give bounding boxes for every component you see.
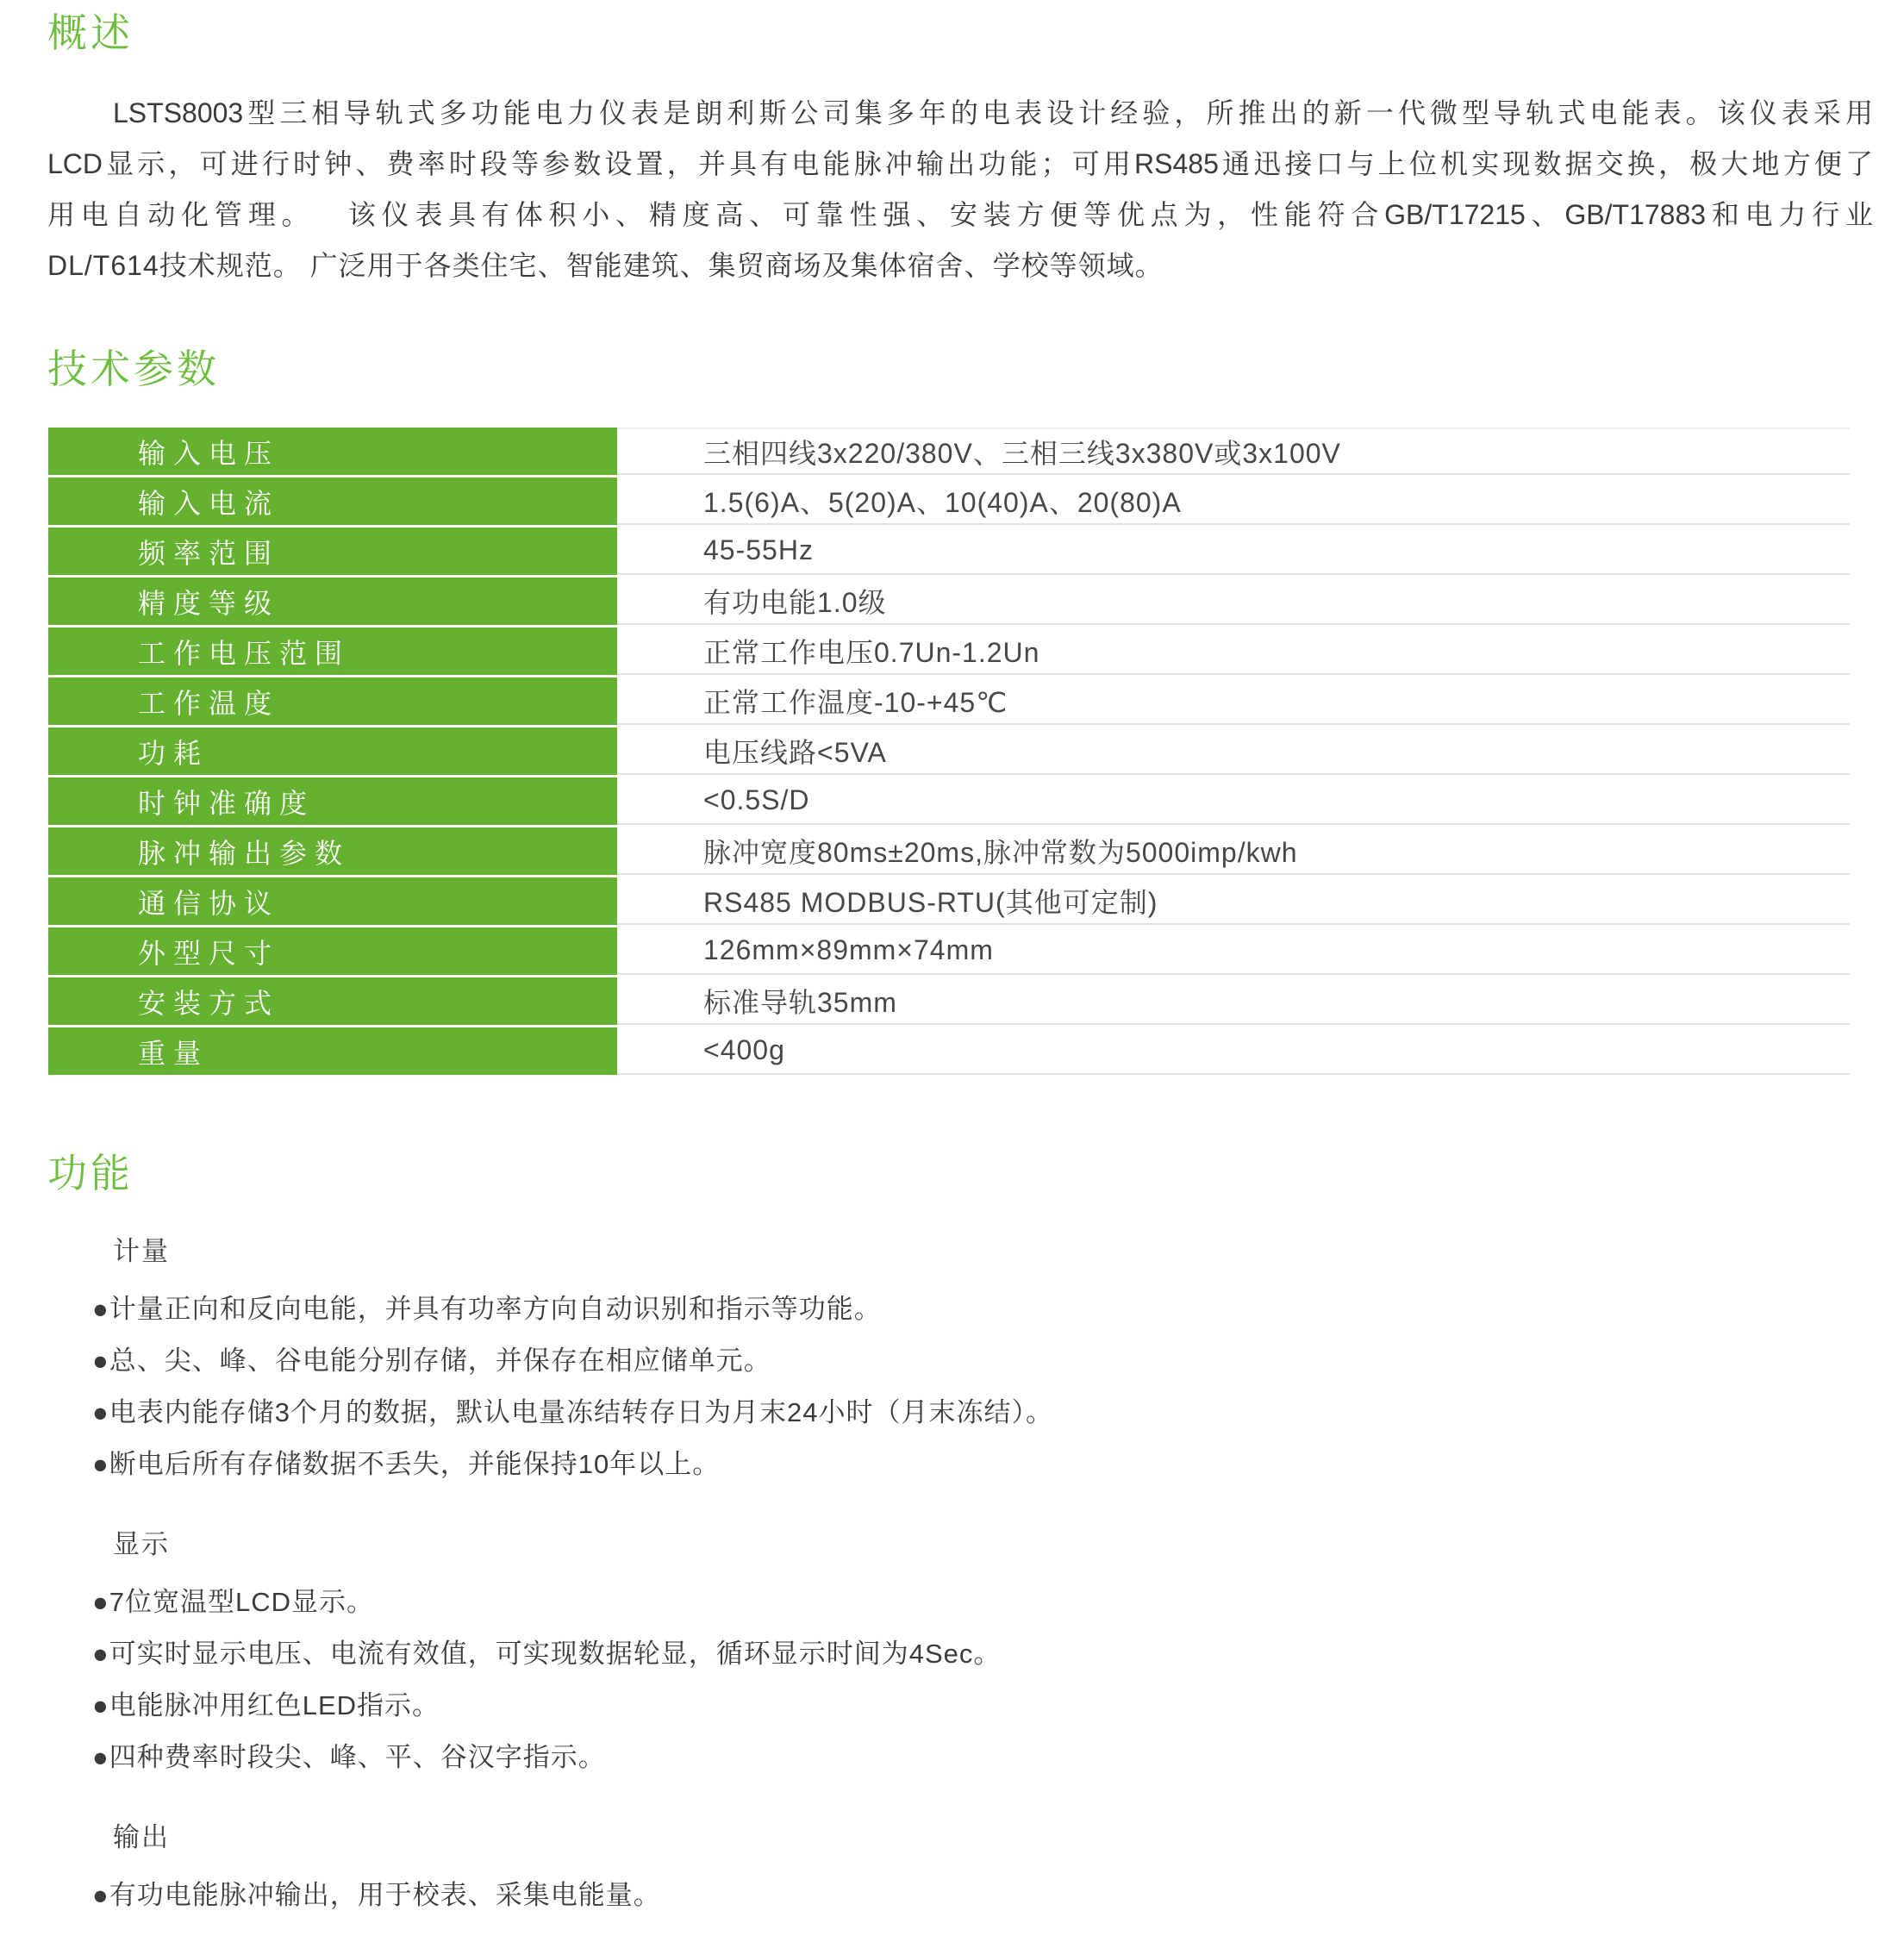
function-item: ●可实时显示电压、电流有效值，可实现数据轮显，循环显示时间为4Sec。 xyxy=(92,1639,1002,1669)
spec-label: 工作温度 xyxy=(48,678,617,725)
spec-value: 正常工作电压0.7Un-1.2Un xyxy=(617,628,1850,675)
table-row xyxy=(48,727,1850,775)
spec-label: 外型尺寸 xyxy=(48,927,617,975)
table-row xyxy=(48,528,1850,575)
spec-label: 输入电流 xyxy=(48,478,617,525)
spec-label: 输入电压 xyxy=(48,428,617,475)
group-subheading: 计量 xyxy=(113,1236,170,1266)
spec-value: 126mm×89mm×74mm xyxy=(617,927,1850,975)
table-row xyxy=(48,578,1850,625)
spec-value: 标准导轨35mm xyxy=(617,977,1850,1025)
overview-paragraph xyxy=(47,88,1873,291)
spec-value: 有功电能1.0级 xyxy=(617,578,1850,625)
table-row xyxy=(48,777,1850,825)
table-row xyxy=(48,678,1850,725)
table-row xyxy=(48,877,1850,925)
spec-value: <0.5S/D xyxy=(617,777,1850,825)
table-row xyxy=(48,1027,1850,1075)
group-subheading: 输出 xyxy=(113,1822,170,1852)
spec-value: 脉冲宽度80ms±20ms,脉冲常数为5000imp/kwh xyxy=(617,827,1850,875)
function-item: ●7位宽温型LCD显示。 xyxy=(92,1587,374,1617)
table-row xyxy=(48,478,1850,525)
spec-label: 精度等级 xyxy=(48,578,617,625)
spec-label: 时钟准确度 xyxy=(48,777,617,825)
function-group-output xyxy=(0,1818,1904,1921)
table-row xyxy=(48,977,1850,1025)
paragraph-line: LSTS8003型三相导轨式多功能电力仪表是朗利斯公司集多年的电表设计经验，所推出的新一代微型导轨式电能表。该仪表采用 xyxy=(113,97,1873,128)
function-item: ●电能脉冲用红色LED指示。 xyxy=(92,1690,440,1720)
function-item: ●计量正向和反向电能，并具有功率方向自动识别和指示等功能。 xyxy=(92,1294,882,1324)
spec-label: 通信协议 xyxy=(48,877,617,925)
spec-label: 功耗 xyxy=(48,727,617,775)
functions-section-heading: 功能 xyxy=(47,1151,134,1196)
spec-value: 三相四线3x220/380V、三相三线3x380V或3x100V xyxy=(617,428,1850,475)
function-group-display xyxy=(0,1525,1904,1783)
spec-label: 脉冲输出参数 xyxy=(48,827,617,875)
spec-value: 正常工作温度-10-+45℃ xyxy=(617,678,1850,725)
function-group-metering xyxy=(0,1232,1904,1490)
function-item: ●四种费率时段尖、峰、平、谷汉字指示。 xyxy=(92,1742,606,1772)
spec-label: 频率范围 xyxy=(48,528,617,575)
spec-value: 45-55Hz xyxy=(617,528,1850,575)
paragraph-line: 用电自动化管理。 该仪表具有体积小、精度高、可靠性强、安装方便等优点为，性能符合GB/T17215、GB/T17883和电力行业 xyxy=(47,199,1873,230)
specs-table xyxy=(48,428,1850,1075)
specs-section-heading: 技术参数 xyxy=(47,347,220,391)
spec-value: 电压线路<5VA xyxy=(617,727,1850,775)
paragraph-line: DL/T614技术规范。 广泛用于各类住宅、智能建筑、集贸商场及集体宿舍、学校等领域。 xyxy=(47,250,1164,281)
spec-label: 工作电压范围 xyxy=(48,628,617,675)
overview-section-heading: 概述 xyxy=(47,10,134,55)
spec-value: RS485 MODBUS-RTU(其他可定制) xyxy=(617,877,1850,925)
spec-label: 安装方式 xyxy=(48,977,617,1025)
function-item: ●总、尖、峰、谷电能分别存储，并保存在相应储单元。 xyxy=(92,1346,771,1376)
table-row xyxy=(48,628,1850,675)
function-item: ●电表内能存储3个月的数据，默认电量冻结转存日为月末24小时（月末冻结）。 xyxy=(92,1397,1053,1427)
table-row xyxy=(48,927,1850,975)
function-item: ●断电后所有存储数据不丢失，并能保持10年以上。 xyxy=(92,1449,721,1479)
spec-label: 重量 xyxy=(48,1027,617,1075)
spec-value: 1.5(6)A、5(20)A、10(40)A、20(80)A xyxy=(617,478,1850,525)
table-row xyxy=(48,827,1850,875)
paragraph-line: LCD显示，可进行时钟、费率时段等参数设置，并具有电能脉冲输出功能；可用RS485通迅接口与上位机实现数据交换，极大地方便了 xyxy=(47,148,1873,179)
function-item: ●有功电能脉冲输出，用于校表、采集电能量。 xyxy=(92,1880,661,1910)
spec-value: <400g xyxy=(617,1027,1850,1075)
group-subheading: 显示 xyxy=(113,1529,170,1559)
table-row xyxy=(48,428,1850,475)
